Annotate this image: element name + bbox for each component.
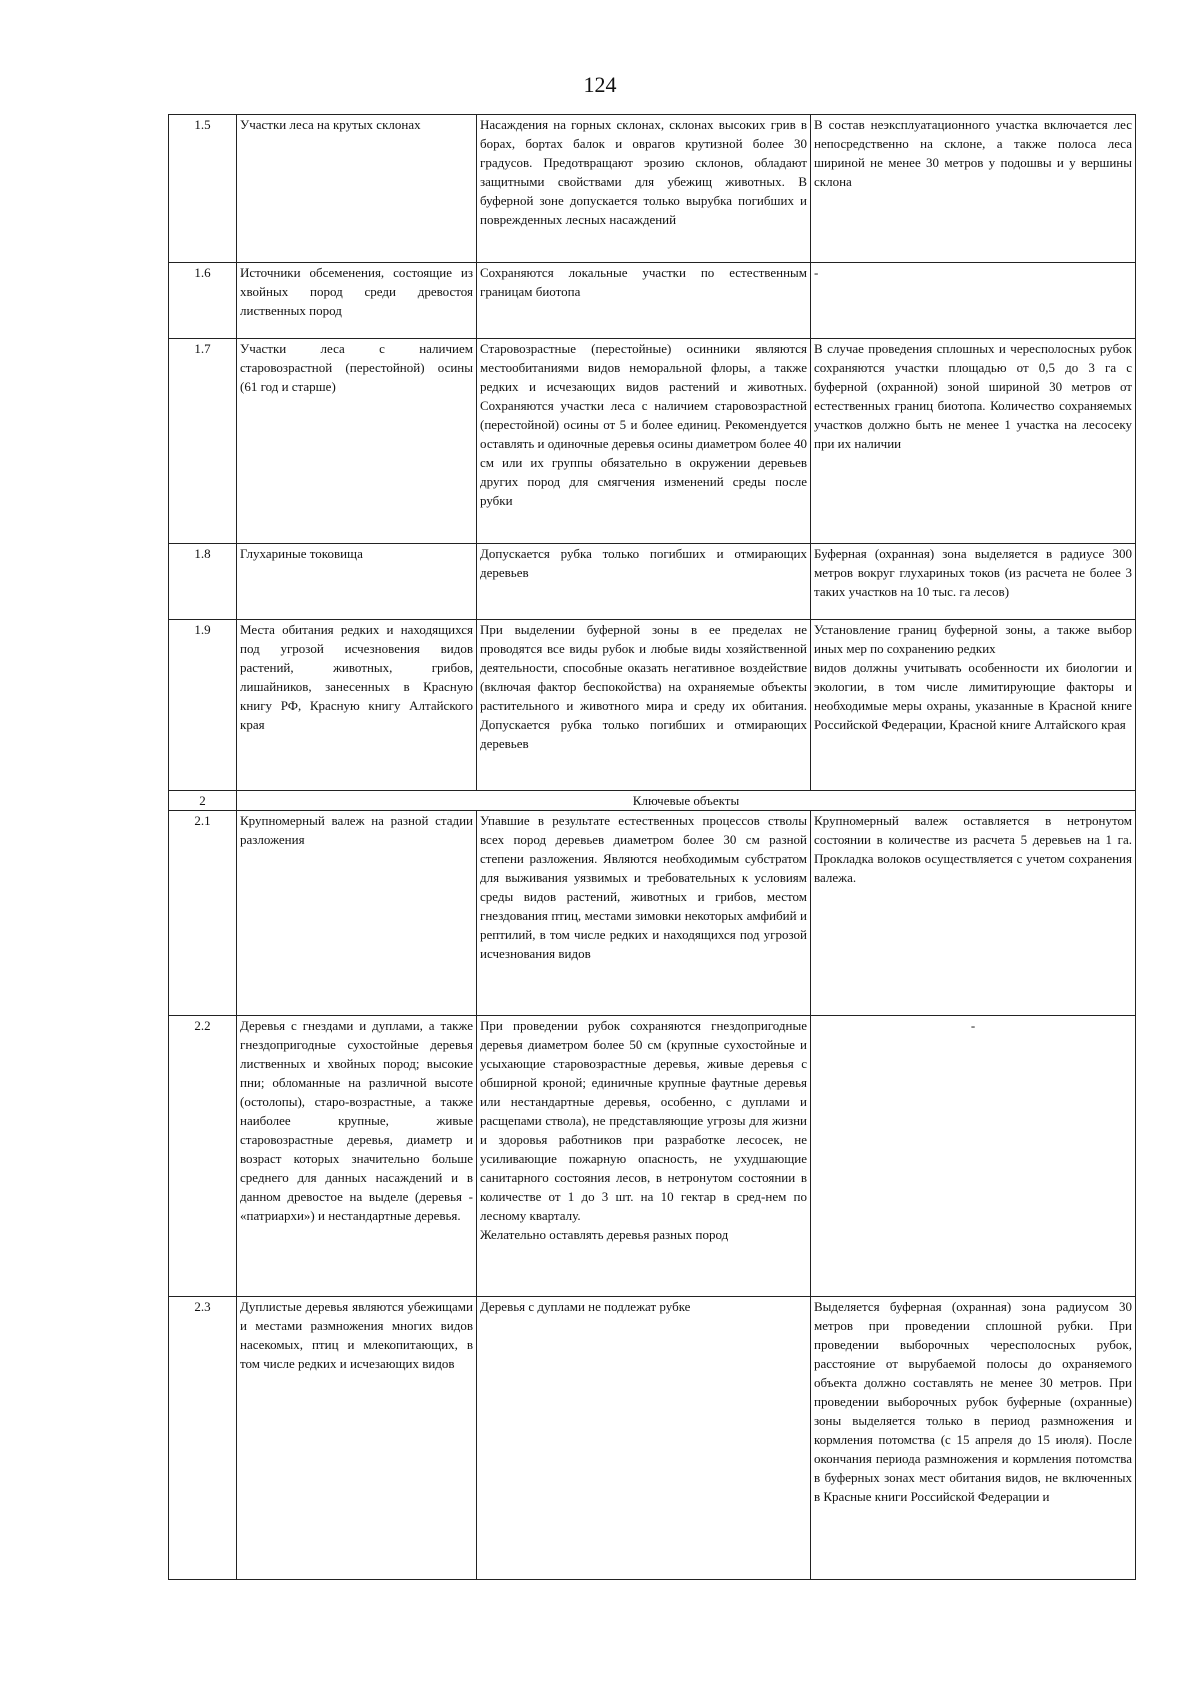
measures-cell: - [811,263,1136,339]
row-number: 1.9 [169,620,237,791]
object-cell: Глухариные токовища [237,544,477,620]
table-row [169,620,1136,791]
row-number: 2.3 [169,1297,237,1580]
table-row [169,339,1136,544]
measures-cell: Крупномерный валеж оставляется в нетронутом состоянии в количестве из расчета 5 деревьев на 1 га. Прокладка волоков осуществляется с учетом сохранения валежа. [811,811,1136,1016]
description-cell: Допускается рубка только погибших и отмирающих деревьев [477,544,811,620]
measures-cell: Выделяется буферная (охранная) зона радиусом 30 метров при проведении сплошной рубки. При проведении выборочных чересполосных рубок, расстояние от вырубаемой полосы до охраняемого объекта должно составлять не менее 30 метров. При проведении выборочных рубок буферные (охранные) зоны выделяется только в период размножения и кормления потомства (с 15 апреля до 15 июля). После окончания периода размножения и кормления потомства в буферных зонах мест обитания видов, не включенных в Красные книги Российской Федерации и [811,1297,1136,1580]
section-header-row [169,791,1136,811]
row-number: 2.2 [169,1016,237,1297]
measures-cell: В случае проведения сплошных и чересполосных рубок сохраняются участки площадью от 0,5 до 3 га с буферной (охранной) зоной шириной 30 метров от естественных границ биотопа. Количество сохраняемых участков должно быть не менее 1 участка на лесосеку при их наличии [811,339,1136,544]
section-number: 2 [169,791,237,811]
object-cell: Участки леса с наличием старовозрастной (перестойной) осины (61 год и старше) [237,339,477,544]
description-cell: Сохраняются локальные участки по естественным границам биотопа [477,263,811,339]
page-number: 124 [583,72,617,97]
table-row [169,1016,1136,1297]
measures-cell: Буферная (охранная) зона выделяется в радиусе 300 метров вокруг глухариных токов (из расчета не более 3 таких участков на 10 тыс. га лесов) [811,544,1136,620]
object-cell: Деревья с гнездами и дуплами, а также гнездопригодные сухостойные деревья лиственных и хвойных пород; высокие пни; обломанные на различной высоте (остолопы), старо-возрастные, а также наиболее крупные, живые старовозрастные деревья, диаметр и возраст которых значительно больше среднего для данных насаждений и в данном древостое на выделе (деревья - «патриархи») и нестандартные деревья. [237,1016,477,1297]
description-cell: Старовозрастные (перестойные) осинники являются местообитаниями видов неморальной флоры, а также редких и исчезающих видов растений и животных. Сохраняются участки леса с наличием старовозрастной (перестойной) осины от 5 и более единиц. Рекомендуется оставлять и одиночные деревья осины диаметром более 40 см или их группы обязательно в окружении деревьев других пород для смягчения изменений среды после рубки [477,339,811,544]
row-number: 1.6 [169,263,237,339]
species-protection-table [168,114,1136,1580]
measures-cell: - [811,1016,1136,1297]
row-number: 1.8 [169,544,237,620]
object-cell: Места обитания редких и находящихся под угрозой исчезновения видов растений, животных, грибов, лишайников, занесенных в Красную книгу РФ, Красную книгу Алтайского края [237,620,477,791]
object-cell: Дуплистые деревья являются убежищами и местами размножения многих видов насекомых, птиц и млекопитающих, в том числе редких и исчезающих видов [237,1297,477,1580]
table-row [169,263,1136,339]
object-cell: Крупномерный валеж на разной стадии разложения [237,811,477,1016]
description-cell: Деревья с дуплами не подлежат рубке [477,1297,811,1580]
table-row [169,544,1136,620]
row-number: 1.7 [169,339,237,544]
description-cell: При выделении буферной зоны в ее пределах не проводятся все виды рубок и любые виды хозяйственной деятельности, способные оказать негативное воздействие (включая фактор беспокойства) на охраняемые объекты растительного и животного мира и среду их обитания. Допускается рубка только погибших и отмирающих деревьев [477,620,811,791]
description-cell: Упавшие в результате естественных процессов стволы всех пород деревьев диаметром более 30 см разной степени разложения. Являются необходимым субстратом для выживания уязвимых и требовательных к условиям среды видов растений, животных и грибов, местом гнездования птиц, местами зимовки некоторых амфибий и рептилий, в том числе редких и находящихся под угрозой исчезнования видов [477,811,811,1016]
table-row [169,811,1136,1016]
description-cell: Насаждения на горных склонах, склонах высоких грив в борах, бортах балок и оврагов крутизной более 30 градусов. Предотвращают эрозию склонов, обладают защитными свойствами для убежищ животных. В буферной зоне допускается только вырубка погибших и поврежденных лесных насаждений [477,115,811,263]
row-number: 1.5 [169,115,237,263]
table-row [169,115,1136,263]
measures-cell: Установление границ буферной зоны, а также выбор иных мер по сохранению редких видов должны учитывать особенности их биологии и экологии, в том числе лимитирующие факторы и необходимые меры охраны, указанные в Красной книге Российской Федерации, Красной книге Алтайского края [811,620,1136,791]
object-cell: Участки леса на крутых склонах [237,115,477,263]
measures-cell: В состав неэксплуатационного участка включается лес непосредственно на склоне, а также полоса леса шириной не менее 30 метров у подошвы и у вершины склона [811,115,1136,263]
object-cell: Источники обсеменения, состоящие из хвойных пород среди древостоя лиственных пород [237,263,477,339]
description-cell: При проведении рубок сохраняются гнездопригодные деревья диаметром более 50 см (крупные сухостойные и усыхающие старовозрастные деревья, живые деревья с обширной кроной; единичные крупные фаутные деревья или нестандартные деревья, особенно, с дуплами и расщепами ствола), не представляющие угрозы для жизни и здоровья работников при разработке лесосек, не усиливающие пожарную опасность, не ухудшающие санитарного состояния лесов, в нетронутом состоянии в количестве от 1 до 3 шт. на 10 гектар в сред-нем по лесному кварталу. Желательно оставлять деревья разных пород [477,1016,811,1297]
section-title: Ключевые объекты [237,791,1136,811]
table-row [169,1297,1136,1580]
row-number: 2.1 [169,811,237,1016]
